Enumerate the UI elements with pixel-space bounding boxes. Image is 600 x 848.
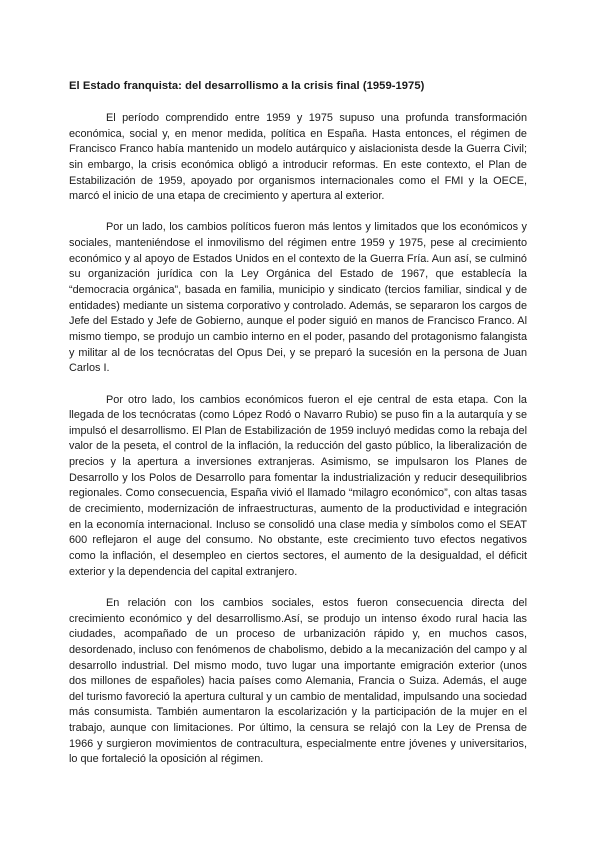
paragraph-economic-changes: Por otro lado, los cambios económicos fueron el eje central de esta etapa. Con la llegada de los tecnócratas (como López Rodó o Navarro Rubio) se puso fin a la autarquía y se impulsó el desarrollismo. El Plan de Estabilización de 1959 incluyó medidas como la rebaja del valor de la peseta, el control de la inflación, la reducción del gasto público, la liberalización de precios y la apertura a inversiones extranjeras. Asimismo, se impulsaron los Planes de Desarrollo y los Polos de Desarrollo para fomentar la industrialización y reducir desequilibrios regionales. Como consecuencia, España vivió el llamado “milagro económico”, con altas tasas de crecimiento, modernización de infraestructuras, aumento de la productividad e integración en la economía internacional. Incluso se consolidó una clase media y símbolos como el SEAT 600 reflejaron el auge del consumo. No obstante, este crecimiento tuvo efectos negativos como la inflación, el desempleo en ciertos sectores, el aumento de la desigualdad, el déficit exterior y la dependencia del capital extranjero. bbox=[69, 393, 527, 578]
paragraph-political-changes: Por un lado, los cambios políticos fueron más lentos y limitados que los económicos y sociales, manteniéndose el inmovilismo del régimen entre 1959 y 1975, pese al crecimiento económico y al apoyo de Estados Unidos en el contexto de la Guerra Fría. Aun así, se culminó su organización jurídica con la Ley Orgánica del Estado de 1967, que establecía la “democracia orgánica”, basada en familia, municipio y sindicato (tercios familiar, sindical y de entidades) mediante un sistema corporativo y controlado. Además, se separaron los cargos de Jefe del Estado y Jefe de Gobierno, aunque el poder siguió en manos de Francisco Franco. Al mismo tiempo, se produjo un cambio interno en el poder, pasando del protagonismo falangista y militar al de los tecnócratas del Opus Dei, y se preparó la sucesión en la persona de Juan Carlos I. bbox=[69, 221, 527, 375]
paragraph-intro: El período comprendido entre 1959 y 1975 supuso una profunda transformación económica, social y, en menor medida, política en España. Hasta entonces, el régimen de Francisco Franco había mantenido un modelo autárquico y aislacionista desde la Guerra Civil; sin embargo, la crisis económica obligó a introducir reformas. En este contexto, el Plan de Estabilización de 1959, apoyado por organismos internacionales como el FMI y la OECE, marcó el inicio de una etapa de crecimiento y apertura al exterior. bbox=[69, 112, 527, 203]
paragraph-social-changes: En relación con los cambios sociales, estos fueron consecuencia directa del crecimiento económico y del desarrollismo.Así, se produjo un intenso éxodo rural hacia las ciudades, acompañado de un proceso de urbanización rápido y, en muchos casos, desordenado, incluso con fenómenos de chabolismo, debido a la mecanización del campo y al desarrollo industrial. Del mismo modo, tuvo lugar una importante emigración exterior (unos dos millones de españoles) hacia países como Alemania, Francia o Suiza. Además, el auge del turismo favoreció la apertura cultural y un cambio de mentalidad, impulsando una sociedad más consumista. También aumentaron la escolarización y la participación de la mujer en el trabajo, aunque con limitaciones. Por último, la censura se relajó con la Ley de Prensa de 1966 y surgieron movimientos de contracultura, especialmente entre jóvenes y universitarios, lo que fortaleció la oposición al régimen. bbox=[69, 596, 527, 766]
document-title: El Estado franquista: del desarrollismo a la crisis final (1959-1975) bbox=[69, 80, 425, 92]
document-page bbox=[69, 78, 527, 784]
